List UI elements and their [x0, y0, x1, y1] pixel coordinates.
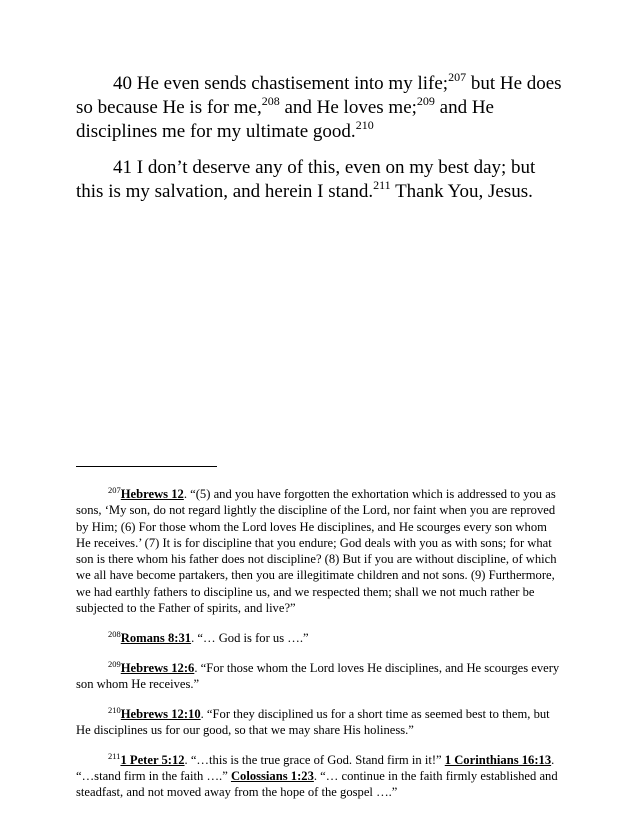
footnote-ref-210[interactable]: 210 — [355, 118, 374, 132]
footnote-separator — [76, 466, 217, 467]
p41-text-2: Thank You, Jesus. — [390, 181, 533, 202]
scripture-ref-1-corinthians-16-13[interactable]: 1 Corinthians 16:13 — [444, 752, 552, 767]
footnote-207 — [76, 486, 564, 616]
paragraph-41 — [76, 156, 564, 204]
footnote-text: . “… God is for us ….” — [191, 630, 309, 645]
paragraph-40 — [76, 72, 564, 144]
footnote-text: . “…stand firm in the faith ….” — [76, 752, 555, 784]
scripture-ref-colossians-1-23[interactable]: Colossians 1:23 — [230, 769, 314, 784]
footnote-text: . “For they disciplined us for a short time as seemed best to them, but He disciplines us for our good, so that we may share His holiness.” — [76, 706, 550, 738]
scripture-ref-hebrews-12-6[interactable]: Hebrews 12:6 — [120, 660, 195, 675]
footnote-text: . “For those whom the Lord loves He disciplines, and He scourges every son whom He receives.” — [76, 660, 560, 691]
p41-text-1: 41 I don’t deserve any of this, even on my best day; but this is my salvation, and herein I stand. — [76, 157, 536, 202]
scripture-ref-1-peter-5-12[interactable]: 1 Peter 5:12 — [120, 752, 185, 767]
footnote-ref-207[interactable]: 207 — [448, 70, 467, 84]
footnote-number: 207 — [108, 485, 121, 495]
p40-text-1: 40 He even sends chastisement into my life; — [113, 73, 449, 94]
footnote-number: 209 — [108, 658, 121, 669]
p40-text-3: and He loves me; — [279, 97, 417, 118]
footnote-ref-211[interactable]: 211 — [373, 178, 391, 192]
footnote-208 — [76, 630, 564, 646]
footnote-ref-209[interactable]: 209 — [416, 94, 435, 108]
p40-text-2: but He does so because He is for me, — [76, 73, 562, 118]
scripture-ref-hebrews-12[interactable]: Hebrews 12 — [120, 487, 184, 501]
footnote-210 — [76, 706, 564, 739]
footnote-209 — [76, 660, 564, 693]
footnote-text: . “(5) and you have forgotten the exhortation which is addressed to you as sons, ‘My son, do not regard lightly the discipline of the Lord, nor faint when you are reproved by Him; (6) For those whom the Lord loves He disciplines, and He scourges every son whom He receives.’ (7) It is for discipline that you endure; God deals with you as with sons; for what son is there whom his father does not discipline? (8) But if you are without discipline, of which we all have become partakers, then you are illegitimate children and not sons. (9) Furthermore, we had earthly fathers to discipline us, and we respected them; shall we not much rather be subjected to the Father of spirits, and live?” — [76, 487, 557, 616]
footnote-number: 210 — [108, 704, 121, 715]
footnote-211 — [76, 752, 564, 801]
footnote-ref-208[interactable]: 208 — [261, 94, 280, 108]
footnote-text: . “… continue in the faith firmly established and steadfast, and not moved away from the hope of the gospel ….” — [76, 769, 558, 800]
main-text — [76, 72, 564, 216]
scripture-ref-romans-8-31[interactable]: Romans 8:31 — [120, 630, 192, 645]
footnote-number: 211 — [108, 750, 121, 761]
footnote-number: 208 — [108, 628, 121, 639]
footnote-text: . “…this is the true grace of God. Stand firm in it!” — [184, 752, 445, 767]
footnotes — [76, 486, 564, 814]
scripture-ref-hebrews-12-10[interactable]: Hebrews 12:10 — [120, 706, 201, 721]
p40-text-4: and He disciplines me for my ultimate good. — [76, 97, 494, 142]
